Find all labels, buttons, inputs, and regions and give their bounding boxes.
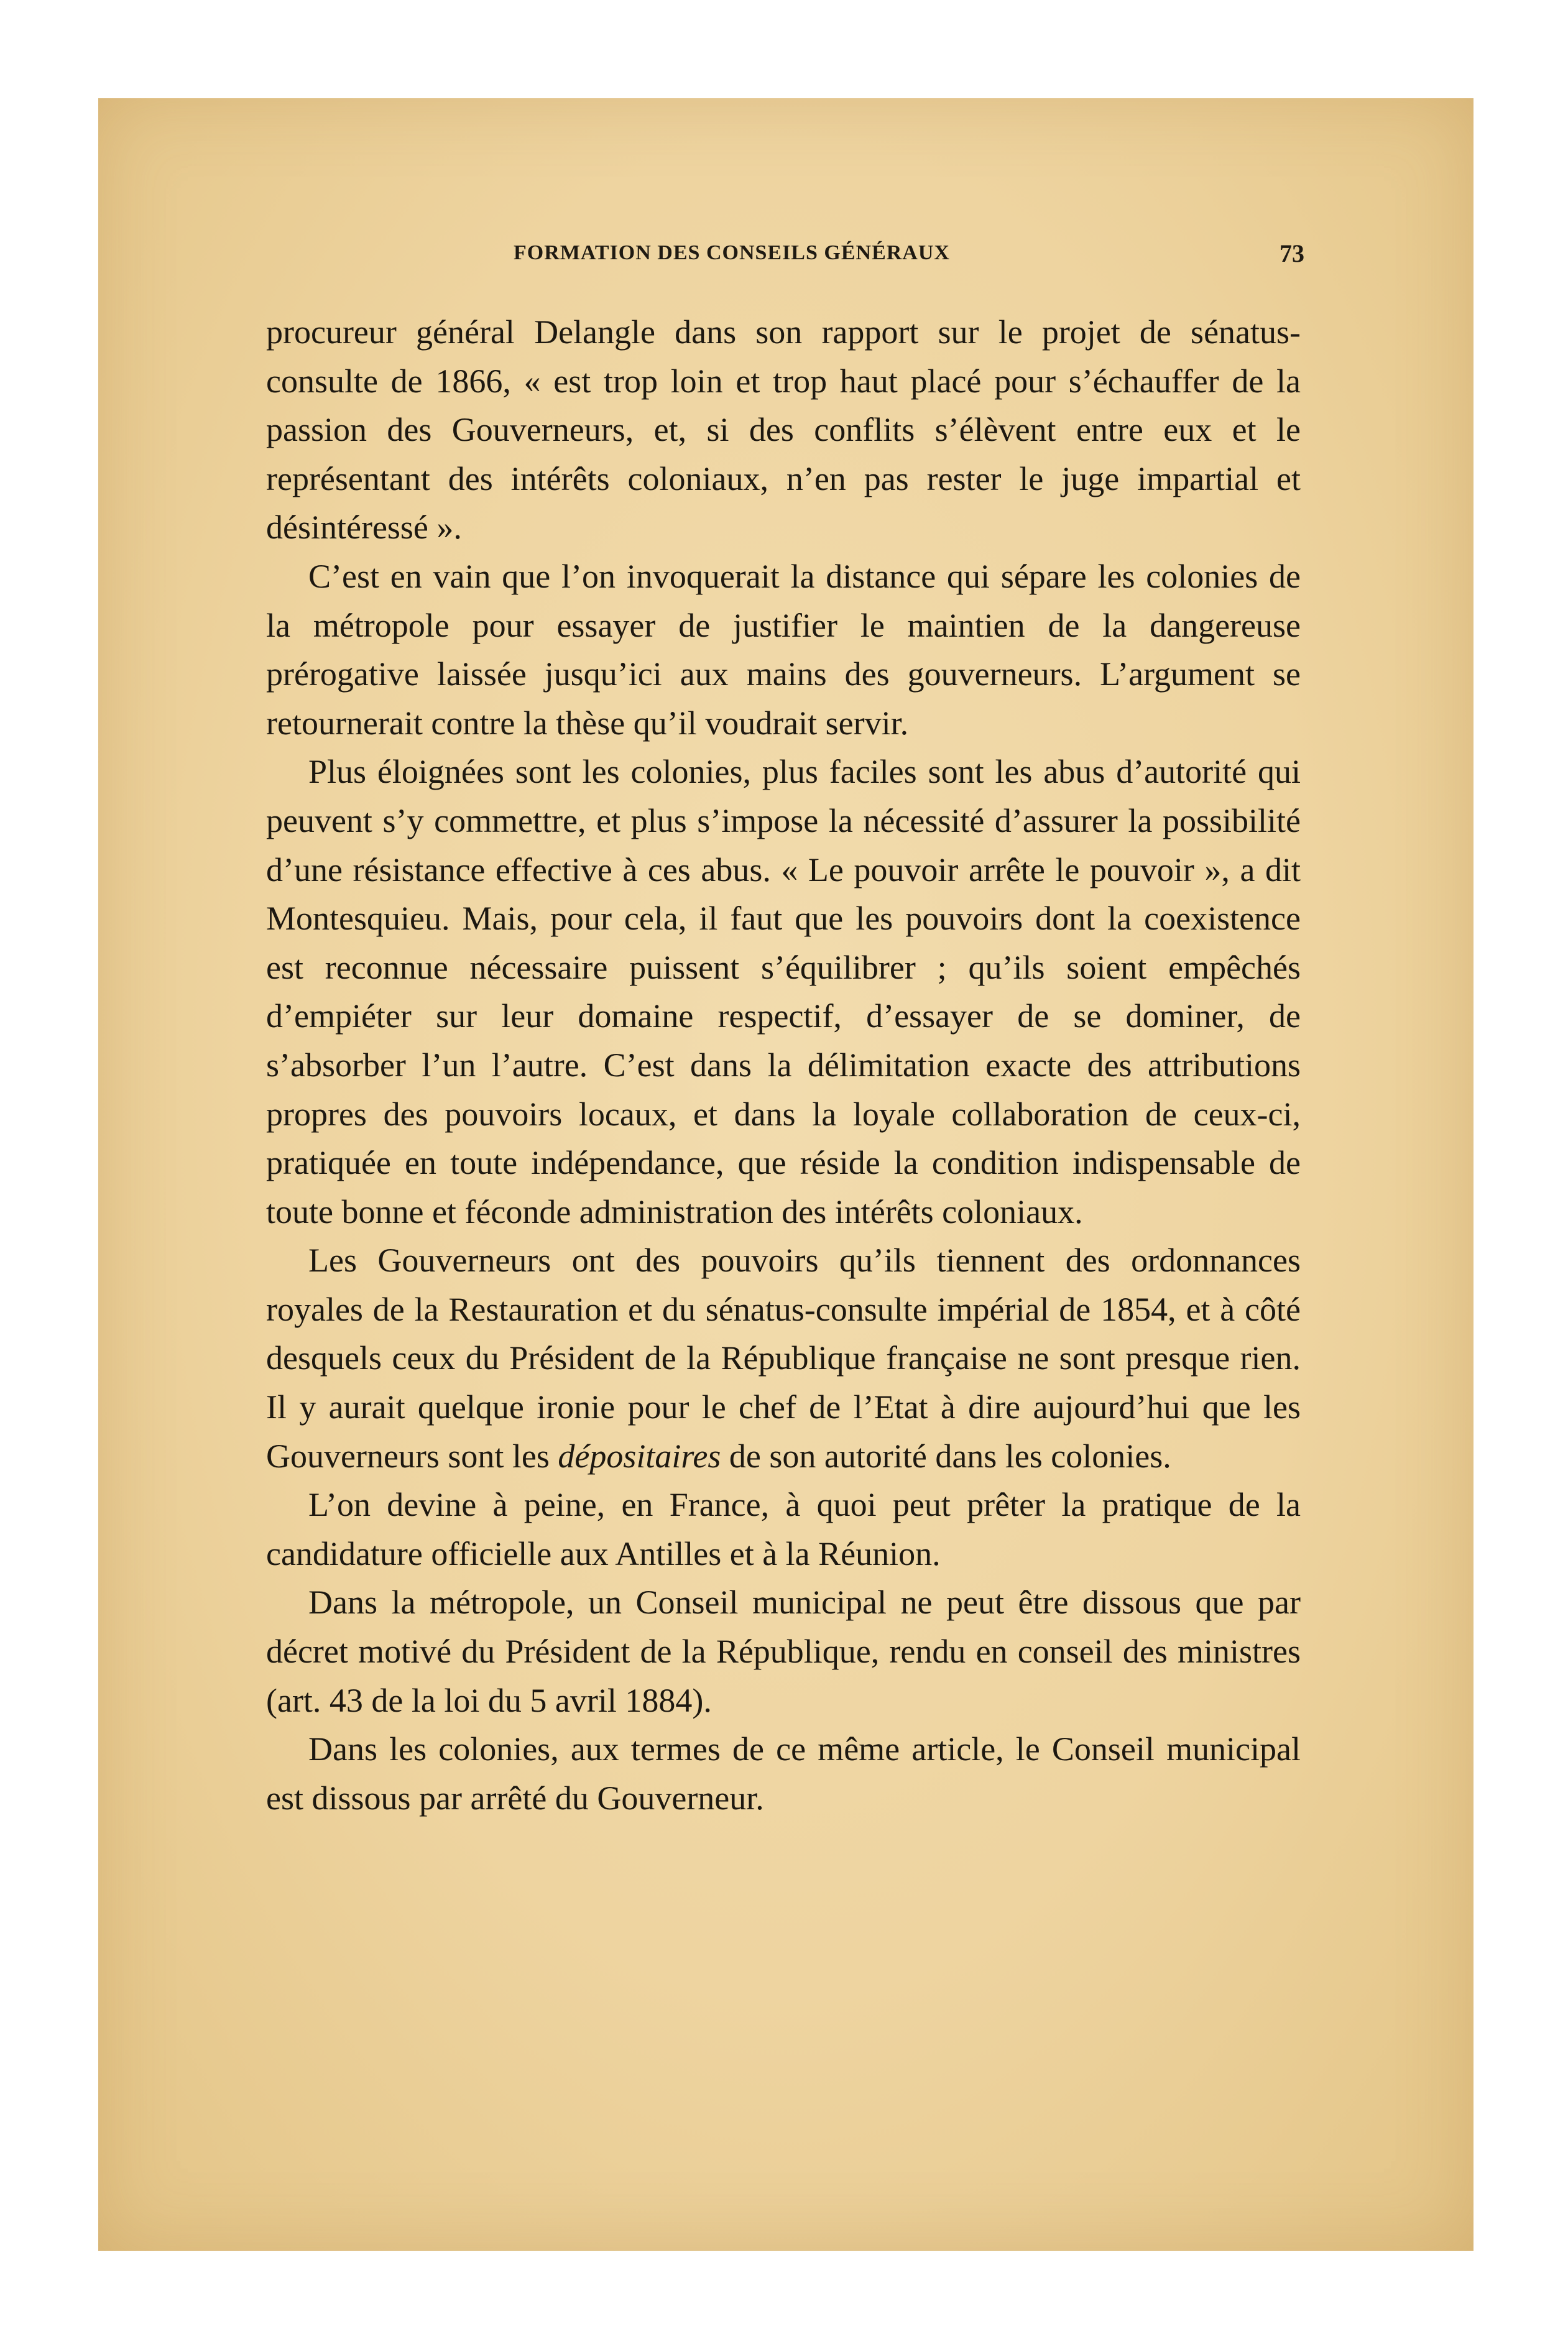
paragraph-distance-argument: C’est en vain que l’on invoquerait la distance qui sépare les colonies de la métropole pour essayer de justifier le maintien de la dangereuse prérogative laissée jusqu’ici aux mains des gouverneurs. L’argument se retournerait contre la thèse qu’il voudrait servir. xyxy=(266,557,1301,742)
paragraph-continued: procureur général Delangle dans son rapport sur le projet de sénatus-consulte de 1866, « est trop loin et trop haut placé pour s’échauffer de la passion des Gouverneurs, et, si des conflits s’élèvent entre eux et le représentant des intérêts coloniaux, n’en pas rester le juge impartial et désintéressé ». xyxy=(266,313,1301,547)
running-head: FORMATION DES CONSEILS GÉNÉRAUX xyxy=(514,241,950,264)
body-text xyxy=(266,308,1301,1822)
paragraph-governors-powers-start: Les Gouverneurs ont des pouvoirs qu’ils tiennent des ordonnances royales de la Restauration et du sénatus-consulte impérial de 1854, et à côté desquels ceux du Président de la République française ne sont presque rien. Il y aurait quelque ironie pour le chef de l’Etat à dire aujourd’hui que les Gouverneurs sont les xyxy=(266,1242,1301,1475)
paragraph-governors-powers-end: de son autorité dans les colonies. xyxy=(721,1437,1171,1475)
paragraph-metropole-council: Dans la métropole, un Conseil municipal ne peut être dissous que par décret motivé du Président de la République, rendu en conseil des ministres (art. 43 de la loi du 5 avril 1884). xyxy=(266,1584,1301,1719)
paragraph-governors-powers xyxy=(266,1236,1301,1480)
italic-term: dépositaires xyxy=(558,1437,721,1475)
page-header xyxy=(266,241,1304,279)
page-number: 73 xyxy=(1280,239,1304,267)
paragraph-official-candidacy: L’on devine à peine, en France, à quoi peut prêter la pratique de la candidature officielle aux Antilles et à la Réunion. xyxy=(266,1486,1301,1572)
paragraph-separation-of-powers: Plus éloignées sont les colonies, plus faciles sont les abus d’autorité qui peuvent s’y commettre, et plus s’impose la nécessité d’assurer la possibilité d’une résistance effective à ces abus. « Le pouvoir arrête le pouvoir », a dit Montesquieu. Mais, pour cela, il faut que les pouvoirs dont la coexistence est reconnue nécessaire puissent s’équilibrer ; qu’ils soient empêchés d’empiéter sur leur domaine respectif, d’essayer de se dominer, de s’absorber l’un l’autre. C’est dans la délimitation exacte des attributions propres des pouvoirs locaux, et dans la loyale collaboration de ceux-ci, pratiquée en toute indépendance, que réside la condition indispensable de toute bonne et féconde administration des intérêts coloniaux. xyxy=(266,753,1301,1230)
paragraph-colonies-council: Dans les colonies, aux termes de ce même article, le Conseil municipal est dissous par arrêté du Gouverneur. xyxy=(266,1730,1301,1817)
